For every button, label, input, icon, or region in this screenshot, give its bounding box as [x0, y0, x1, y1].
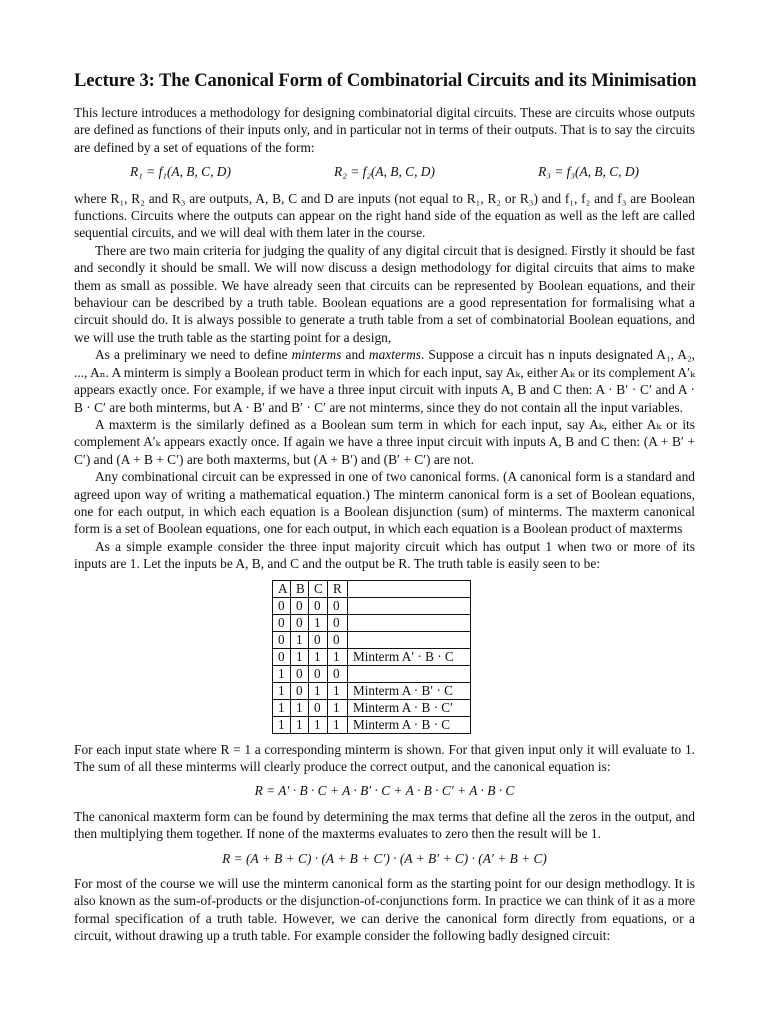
header-b: B — [291, 580, 309, 597]
minterm-note: Minterm A · B · C′ — [348, 699, 471, 716]
header-note — [348, 580, 471, 597]
canonical-paragraph: Any combinational circuit can be expressed in one of two canonical forms. (A canonical form is a standard and agreed upon way of writing a mathematical equation.) The minterm canonical form is a set of Boolean equations, one for each output, in which each equation is a Boolean disjunction (sum) of minterms. The maxterm canonical form is a set of Boolean equations, one for each output, in which each equation is a Boolean product of maxterms — [74, 469, 695, 537]
minterms-term: minterms — [291, 347, 342, 363]
table-row: 1 0 1 1 Minterm A · B′ · C — [273, 682, 471, 699]
table-row: 1 1 1 1 Minterm A · B · C — [273, 716, 471, 733]
equation-r1: R₁ = f₁(A, B, C, D) — [130, 164, 231, 180]
truth-table-header — [273, 580, 471, 597]
truth-table — [272, 580, 471, 734]
table-row: 0 0 0 0 — [273, 597, 471, 614]
minterm-canonical-equation: R = A′ · B · C + A · B′ · C + A · B · C′ + A · B · C — [254, 783, 515, 799]
input-state-paragraph: For each input state where R = 1 a corresponding minterm is shown. For that given input only it will evaluate to 1. The sum of all these minterms will clearly produce the correct output, and the canonical equation is: — [74, 741, 695, 774]
example-paragraph: As a simple example consider the three input majority circuit which has output 1 when two or more of its inputs are 1. Let the inputs be A, B, and C and the output be R. The truth table is easily seen to be: — [74, 538, 695, 572]
intro-paragraph: This lecture introduces a methodology for designing combinatorial digital circuits. These are circuits whose outputs are defined as functions of their inputs only, and in particular not in terms of their outputs. That is to say the circuits are defined by a set of equations of the form: — [74, 105, 695, 155]
criteria-paragraph: There are two main criteria for judging the quality of any digital circuit that is designed. Firstly it should be fast and secondly it should be small. We will now discuss a design methodology for digital circuits that aims to make them as small as possible. We have already seen that circuits can be represented by Boolean equations, and their behaviour can be described by a truth table. Boolean equations are a good representation for formalising what a circuit should do. It is always possible to generate a truth table from a set of combinatorial Boolean equations, and we will use the truth table as the starting point for a design, — [74, 242, 695, 345]
minterm-note: Minterm A′ · B · C — [348, 648, 471, 665]
header-a: A — [273, 580, 291, 597]
table-row: 1 1 0 1 Minterm A · B · C′ — [273, 699, 471, 716]
table-row: 0 0 1 0 — [273, 614, 471, 631]
table-row: 0 1 0 0 — [273, 631, 471, 648]
equation-r3: R₃ = f₃(A, B, C, D) — [538, 164, 639, 180]
maxterm-paragraph: A maxterm is the similarly defined as a Boolean sum term in which for each input, say Aₖ, either Aₖ or its complement A′ₖ appears exactly once. If again we have a three input circuit with inputs A, B and C then: (A + B′ + C′) and (A + B + C′) are both maxterms, but (A + B′) and (B′ + C′) are not. — [74, 416, 695, 467]
maxterm-form-paragraph: The canonical maxterm form can be found by determining the max terms that define all the zeros in the output, and then multiplying them together. If none of the maxterms evaluates to zero then the result will be 1. — [74, 808, 695, 842]
table-row: 0 1 1 1 Minterm A′ · B · C — [273, 648, 471, 665]
minterm-note: Minterm A · B′ · C — [348, 682, 471, 699]
final-paragraph: For most of the course we will use the minterm canonical form as the starting point for our design methodlogy. It is also known as the sum-of-products or the disjunction-of-conjunctions form. In practice we can think of it as a more formal specification of a truth table. However, we can derive the canonical form directly from equations, or a circuit, without drawing up a truth table. For example consider the following badly designed circuit: — [74, 876, 695, 944]
page-content — [74, 69, 695, 945]
equation-r2: R₂ = f₂(A, B, C, D) — [334, 164, 435, 180]
maxterm-canonical-equation: R = (A + B + C) · (A + B + C′) · (A + B′ + C) · (A′ + B + C) — [222, 850, 547, 866]
function-equations — [130, 163, 639, 180]
minterms-paragraph: As a preliminary we need to define minterms and maxterms. Suppose a circuit has n inputs designated A₁, A₂, ..., Aₙ. A minterm is simply a Boolean product term in which for each input, say Aₖ, either Aₖ or its complement A′ₖ appears exactly once. For example, if we have a three input circuit with inputs A, B and C then: A · B′ · C′ and A · B · C′ are both minterms, but A · B′ and B′ · C′ are not minterms, since they do not contain all the input variables. — [74, 347, 695, 415]
header-c: C — [309, 580, 328, 597]
minterm-note: Minterm A · B · C — [348, 716, 471, 733]
header-r: R — [328, 580, 348, 597]
where-paragraph: where R₁, R₂ and R₃ are outputs, A, B, C and D are inputs (not equal to R₁, R₂ or R₃) and f₁, f₂ and f₃ are Boolean functions. Circuits where the outputs can appear on the right hand side of the equation as well as the left are called sequential circuits, and we will deal with them later in the course. — [74, 190, 695, 241]
table-row: 1 0 0 0 — [273, 665, 471, 682]
lecture-title: Lecture 3: The Canonical Form of Combinatorial Circuits and its Minimisation — [74, 70, 697, 91]
maxterms-term: maxterms — [368, 347, 421, 363]
